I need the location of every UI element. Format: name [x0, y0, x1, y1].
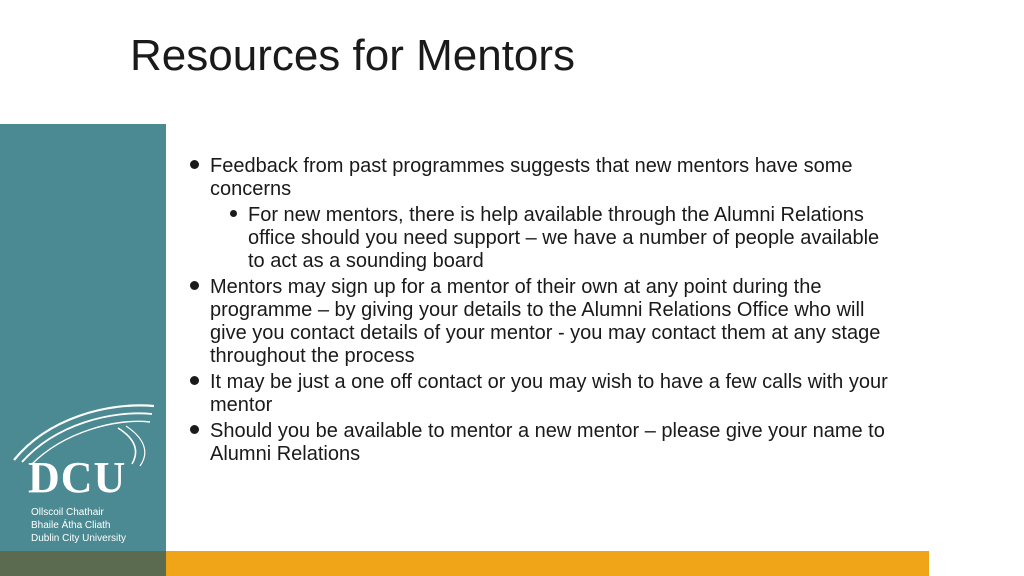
- bullet-text-line: Mentors may sign up for a mentor of their own at any point during the: [210, 276, 822, 298]
- logo-line-irish-2: Bhaile Átha Cliath: [31, 520, 111, 531]
- dcu-logo: [8, 398, 158, 548]
- logo-line-irish-1: Ollscoil Chathair: [31, 507, 104, 518]
- bullet-text-line: Alumni Relations: [210, 443, 361, 465]
- logo-wordmark: DCU: [28, 453, 127, 502]
- bullet-text-line: concerns: [210, 178, 292, 200]
- bullet-item-feedback: [186, 155, 946, 201]
- sub-bullet-text-line: office should you need support – we have a number of people available: [248, 227, 880, 249]
- sub-bullet-text-line: For new mentors, there is help available through the Alumni Relations: [248, 204, 864, 226]
- bullet-item-sign-up: [186, 276, 946, 368]
- sub-bullet-item-help: [224, 204, 946, 273]
- bullet-text-line: mentor: [210, 394, 273, 416]
- bottom-accent-bar: [166, 551, 929, 576]
- bullet-item-contact: [186, 371, 946, 417]
- bullet-text-line: It may be just a one off contact or you may wish to have a few calls with your: [210, 371, 888, 393]
- bullet-text-line: programme – by giving your details to the Alumni Relations Office who will: [210, 299, 865, 321]
- slide-title: Resources for Mentors: [130, 31, 576, 80]
- bullet-text-line: throughout the process: [210, 345, 415, 367]
- bullet-text-line: give you contact details of your mentor - you may contact them at any stage: [210, 322, 881, 344]
- logo-subtitle: [31, 506, 126, 545]
- bullet-text-line: Feedback from past programmes suggests that new mentors have some: [210, 155, 853, 177]
- side-panel-footer-bar: [0, 551, 166, 576]
- sub-bullet-text-line: to act as a sounding board: [248, 250, 484, 272]
- bullet-list: [186, 155, 946, 469]
- bullet-text-line: Should you be available to mentor a new mentor – please give your name to: [210, 420, 885, 442]
- logo-line-english: Dublin City University: [31, 533, 127, 544]
- bullet-item-volunteer: [186, 420, 946, 466]
